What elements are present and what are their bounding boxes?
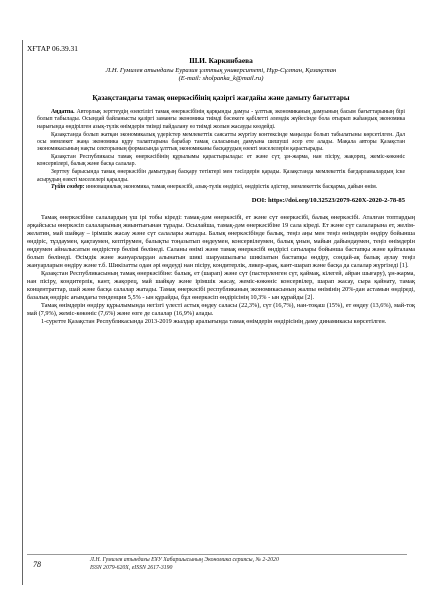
author-affiliation: Л.Н. Гумилев атындағы Еуразия ұлттық университеті, Нұр-Сұлтан, Қазақстан [105, 67, 337, 74]
page-number: 78 [33, 560, 41, 569]
abstract-paragraph [37, 109, 405, 131]
article-title: Қазақстандағы тамақ өнеркәсібінің қазіргі жағдайы және дамыту бағыттары [92, 94, 350, 102]
keywords-label: Түйін сөздер: [51, 184, 85, 191]
body-paragraph: Тамақ өнеркәсібіне салалардың үш ірі тобы кіреді: тамақ-дәм өнеркәсібі, ет және сүт өнеркәсібі, балық өнеркәсібі. Аталған топтардың әрқайсысы өнеркәсіп салаларының жиынтығынан тұрады. Осылайша, тамақ-дәм өнеркәсібіне 19 сала кіреді. Ет және сүт салаларына ет, желім-желатин, май шайқау – ірімшік жасау және сүт салалары жатады. Балық өнеркәсібінде балық, теңіз аңы мен теңіз өнімдерін өндіру бойынша өндіріс, тұздаумен, қақтаумен, кептірумен, балықты тоңазытып өңдеумен, консервілеумен, балық ұнын, майын дайындаумен, теңіз өнімдерін өңдеумен айналысатын өндірістер бөлімі бөлінеді. Саланы өнімі және тамақ өнеркәсібі өндірісі сатылары бойынша бастапқы және қайталама болып бөлінеді. Өсімдік және жануарлардан алынатын шикі шаруашылығы шикізатын бастапқы өндіру, сондай-ақ балық аулау теңіз жануарларын өндіру және т.б. Шикізатты одан әрі өңдеуді нан пісіру, кондитерлік, ликер-арақ, кант-шарап және басқа да салалар жүргізеді [1]. [27, 213, 415, 269]
journal-name: Л.Н. Гумилев атындағы ЕҰУ Хабаршысының Экономика сериясы, № 2-2020 [90, 557, 279, 563]
author-name: Ш.И. Каркинбаева [189, 56, 253, 65]
body-paragraph: Қазақстан Республикасының тамақ өнеркәсібіне: балық, ет (шарап) және сүт (пастерленген сүт, қаймақ, кілегей, айран шығару), ұн-жарма, нан пісіру, кондитерлік, кант, жақорец, май шайқау және ірімшік жасау, жеміс-көкөніс консервілер, шарап жасау, сыра қайнату, тамақ концентраттар, шай және басқа салалар жатады. Тамақ өнеркәсібі республиканың экономикасының жалпы өнімінің 20%-дан астамын өндіреді, базалық өндіріс ағымдағы тенденция 5,5% - ын құрайды, бұл өнеркәсіп өндірісінің 10,3% - ын құрайды [2]. [27, 269, 415, 301]
margin-rule [22, 40, 23, 585]
article-content [27, 44, 415, 326]
abstract-text: Авторлық зерттеудің өзектілігі тамақ өнеркәсібінің қарқынды дамуы - ұлттық экономиканың дамуының басым бағыттарының бірі болып табылады. Осындай байланысты қазіргі заманғы экономика тиімді бәсекеге қабілетті әлемдік жүйесінде бола отырып жаһандық экономика нарығында өндірілген азық-түлік өнімдерін тиімді пайдалану өз тиімді жолын жасауды көздейді. [37, 109, 405, 130]
udc-code: ХҒТАР 06.39.31 [27, 44, 78, 53]
keywords-text: инновациялық экономика, тамақ өнеркәсібі, азық-түлік өндірісі, өндірістік әдістер, мемлекеттік басқарма, дайын өнім. [86, 184, 378, 191]
author-email: (E-mail: sholpanka_k@mail.ru) [178, 75, 264, 82]
abstract-label: Аңдатпа. [51, 109, 75, 115]
issn: ISSN 2079-620X, eISSN 2617-3190 [90, 564, 173, 571]
abstract [27, 109, 415, 192]
footer-rule [27, 554, 407, 555]
body-paragraph: 1-суретте Қазақстан Республикасында 2013-2019 жылдар аралығында тамақ өнімдерін өндірісінің даму динамикасы көрсетілген. [41, 317, 387, 325]
abstract-paragraph: Қазақстан Республикасы тамақ өнеркәсібінің құрылымы қарастырылады: ет және сүт, ұн-жарма, нан пісіру, жақорец, жеміс-көкөніс консервілері, балық және басқа салалар. [37, 154, 405, 168]
abstract-paragraph: Қазақстанда болып жатқан экономикалық үдерістер мемлекеттік саясатты жүргізу контексінде маңызды болып табылатыны көрсетілген. Дал осы мемлекет жаңа экономика құру талаптарына барабар тамақ саласының дамуына шешуші әсер ете алады. Мақала авторы Қазақстан экономикасының нақты секторының формасында ұлттық экономиканы басқарудың өзекті мәселелерін қарастырады. [37, 131, 405, 153]
keywords [37, 184, 405, 191]
article-body [27, 214, 415, 326]
body-paragraph: Тамақ өнімдерін өндіру құрылымында негізгі үлесті астық өңдеу саласы (22,3%), сүт (16,7%), нан-тоқаш (15%), ет өңдеу (13,6%), май-тоқ май (7,9%), жеміс-көкөніс (7,6%) және өзге де салалар (16,9%) алады. [27, 301, 415, 317]
abstract-paragraph: Зерттеу барысында тамақ өнеркәсібін дамытудың басқару тетіктері мен тәсілдерін қарады. Қазақстанда мемлекеттік бағдарламалардың іске асырудың өзекті мәселелері қаралды. [37, 169, 405, 183]
doi-link[interactable]: DOI: https://doi.org/10.32523/2079-620X-2020-2-78-85 [251, 196, 405, 204]
journal-footer [90, 557, 390, 572]
